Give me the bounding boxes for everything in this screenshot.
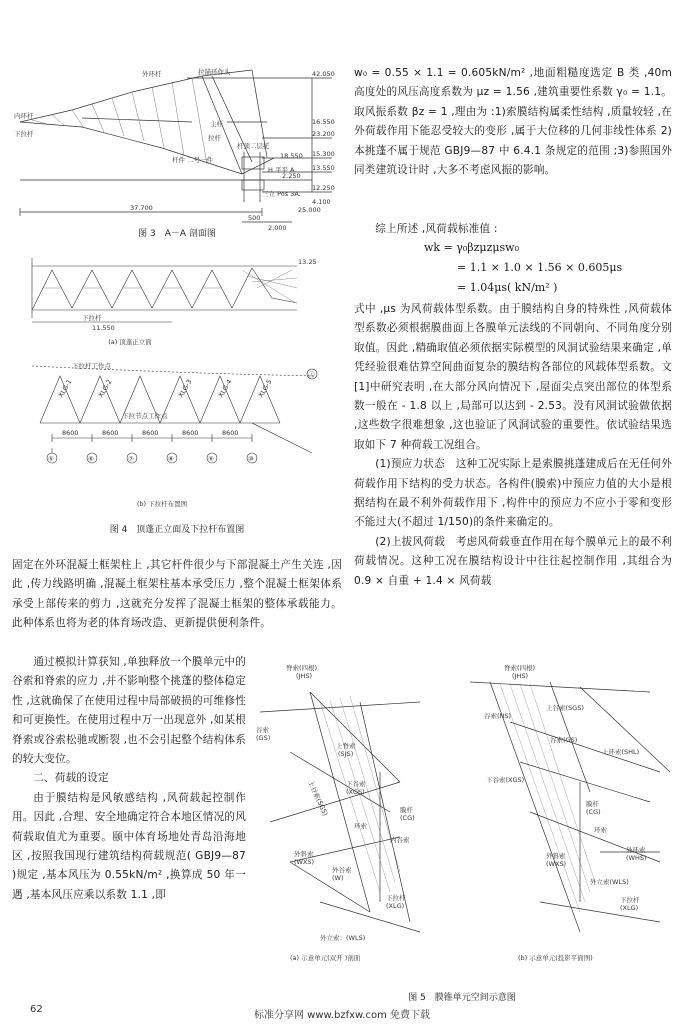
fig4a-label: 下拉杆 [82, 314, 102, 322]
fig5b-label: (CG) [586, 808, 601, 816]
fig5b-label: 脊索(四根) [504, 664, 536, 672]
fig3-label: 拉杆 [208, 134, 221, 142]
fig3-dim: 18.550 [280, 152, 303, 160]
formula-line-2: = 1.1 × 1.0 × 1.56 × 0.605μs [457, 261, 623, 274]
fig3-dim: 15.300 [312, 150, 335, 158]
figure-3-section-drawing [12, 62, 342, 242]
fig5a-label: (SJS) [338, 750, 354, 758]
fig5a-label: 下拉杆 [386, 894, 406, 902]
fig4b-axis: ⑧ [168, 455, 174, 463]
fig4b-member: XLG-1 [56, 378, 74, 399]
fig3-label: 内环杆 [14, 112, 34, 120]
fig4b-axis: ⑨ [208, 455, 214, 463]
fig5a-label: 膜杆 [400, 806, 413, 814]
fig5a-label: (XGS) [346, 788, 365, 796]
fig5b-label: 上环索(SHL) [602, 748, 640, 756]
fig3-label: 杆顶二层托 [237, 142, 270, 150]
fig5b-label: (WHS) [626, 854, 647, 862]
figure-4a-subcaption: (a) 顶蓬正立面 [108, 338, 152, 346]
fig3-label: 外环杆 [142, 70, 162, 78]
fig5a-label: 环索 [354, 822, 367, 830]
fig5a-label: (XLG) [386, 902, 405, 910]
fig4b-axis: ⑩ [248, 455, 254, 463]
simulation-paragraph: 通过模拟计算获知 ,单独释放一个膜单元中的谷索和脊索的应力 ,并不影响整个挑蓬的整体稳定性 ,这就确保了在使用过程中局部破损的可维修性和可更换性。在使用过程中万一出现意外 ,如某根脊索或谷索松驰或断裂 ,也不会引起整个结构体系的较大变位。 [12, 656, 246, 766]
fig3-dim: 23.200 [312, 130, 335, 138]
fig5a-label: (CG) [400, 814, 415, 822]
fig5b-label: 下拉杆 [620, 896, 640, 904]
fig5b-label: (JHS) [512, 672, 529, 680]
formula-intro: 综上所述 ,风荷载标准值 : [375, 223, 498, 235]
fig5b-label: 外斜索 [546, 852, 566, 860]
section-heading-loads: 二、荷载的设定 [33, 772, 109, 785]
fig4b-spacing: 8600 [142, 429, 159, 437]
fig5b-label: (XLG) [620, 904, 639, 912]
fig4b-member: XLG-5 [256, 378, 274, 399]
fig3-label: 下拉杆 [14, 130, 34, 138]
figure-5-drawing [250, 662, 674, 984]
fig5a-label: 上谷索(SGS) [306, 779, 330, 818]
fig5b-label: 外环索 [626, 846, 646, 854]
fig5b-label: 下谷索(XGS) [486, 776, 525, 784]
figure-4-caption: 图 4 顶蓬正立面及下拉杆布置图 [109, 525, 245, 535]
fig5a-label: (W) [332, 874, 344, 882]
fig5a-label: 外谷索 [332, 866, 352, 874]
fig3-dim: 37.700 [130, 204, 153, 212]
fig3-dim: 16.550 [312, 118, 335, 126]
fig5a-label: 内谷索 [390, 836, 410, 844]
figure-5a-subcaption: (a) 示意单元(双开 )剖面 [290, 954, 361, 962]
fig4b-axis: ⑦ [128, 455, 134, 463]
fig4b-member: XLG-3 [176, 378, 194, 399]
fig4b-spacing: 8600 [102, 429, 119, 437]
fig3-dim: 25.000 [298, 206, 321, 214]
fig5a-label: 脊索(四根) [286, 664, 318, 672]
fig5a-label: 下谷索 [346, 780, 366, 788]
fig5a-label: (WXS) [294, 858, 315, 866]
fig5a-label: (GS) [256, 734, 271, 742]
fig3-dim: 13.550 [312, 164, 335, 172]
figure-4b-subcaption: (b) 下拉杆布置图 [136, 500, 188, 508]
figure-5-caption: 图 5 膜锥单元空间示意图 [408, 993, 516, 1003]
fig5b-label: 上谷索(SGS) [546, 704, 584, 712]
figure-4-drawing [12, 248, 342, 518]
left-narrow-column [12, 653, 246, 905]
figure-5b-subcaption: (b) 示意单元(投影平面图) [518, 954, 593, 962]
fig3-label: 三立 Pos 3A. [262, 190, 301, 198]
fig3-dim: 2.000 [268, 224, 287, 232]
fig4a-label: 11.550 [92, 324, 115, 332]
fig5b-label: 环索 [594, 826, 607, 834]
load-case-1-paragraph: (1)预应力状态 这种工况实际上是索膜挑蓬建成后在无任何外荷载作用下结构的受力状态。各构件(膜索)中预应力值的大小是根据结构在最不利外荷载作用下 ,构件中的预应力不应小于零和变形不能过大(不超过 1/150)的条件来确定的。 [354, 458, 672, 529]
fig3-label: 主杆 [210, 120, 223, 128]
page-number: 62 [30, 1004, 43, 1015]
fig5b-label: (WXS) [546, 860, 567, 868]
fig3-dim: 4.100 [312, 198, 331, 206]
fig5b-label: 谷索(GS) [550, 736, 578, 744]
fig4b-member: XLG-4 [216, 378, 234, 399]
fig4b-label: 下拉节点工作点 [122, 412, 168, 420]
right-column-paragraph [354, 64, 672, 180]
fig5a-label: 谷索 [256, 726, 269, 734]
formula-line-1: wk = γ₀βzμzμsw₀ [424, 241, 519, 254]
fig4b-member: XLG-2 [96, 378, 114, 399]
fig4a-label: 13.25 [298, 258, 317, 266]
fig3-dim: 42.050 [312, 70, 335, 78]
shape-coefficient-paragraph: 式中 ,μs 为风荷载体型系数。由于膜结构自身的特殊性 ,风荷载体型系数必须根据膜曲面上各膜单元法线的不同朝向、不同角度分别取值。因此 ,精确取值必须依据实际模型的风洞试验结果来确定 ,单凭经验很难估算空间曲面复杂的膜结构各部位的风载体型系数。文[1]中研究表明 ,在大部分风向情况下 ,屋面尖点突出部位的体型系数一般在 - 1.8 以上 ,局部可以达到 - 2.53。没有风洞试验做依据 ,这些数字很难想象 ,这也验证了风洞试验的重要性。依试验结果选取如下 7 种荷载工况组合。 [354, 303, 672, 451]
fig3-dim: 500 [248, 214, 261, 222]
fig5b-label: 外立索(WLS) [590, 878, 629, 886]
fig4b-axis: ⑤ [48, 455, 54, 463]
fig3-dim: 12.250 [312, 184, 335, 192]
fig3-label: 杆件 二号一件 [172, 156, 214, 164]
fig5b-label: 谷索(NS) [484, 712, 512, 720]
fig3-dim: 2.250 [282, 172, 301, 180]
fig5a-label: 外立索：(WLS) [320, 934, 366, 942]
fig5a-label: 上脊索 [336, 742, 356, 750]
load-case-2-paragraph: (2)上拔风荷载 考虑风荷载垂直作用在每个膜单元上的最不利荷载情况。这种工况在膜结构设计中往往起控制作用 ,其组合为 0.9 × 自重 + 1.4 × 风荷载 [354, 535, 672, 587]
fig3-label: 拉锚环作头 [198, 68, 231, 76]
fig5a-label: 外斜索 [294, 850, 314, 858]
fig5a-label: (JHS) [296, 672, 313, 680]
fig4b-spacing: 8600 [182, 429, 199, 437]
fig5b-label: 膜杆 [586, 800, 599, 808]
watermark-footer: 标准分享网 www.bzfxw.com 免费下载 [254, 1010, 430, 1021]
wind-load-paragraph: 由于膜结构是风敏感结构 ,风荷载起控制作用。因此 ,合理、安全地确定符合本地区情况的风荷载取值尤为重要。颐中体育场地处青岛沿海地区 ,按照我国现行建筑结构荷载规范( GBJ9—87 )规定 ,基本风压为 0.55kN/m² ,换算成 50 年一遇 ,基本风压应乘以系数 1.1 ,即 [12, 791, 246, 901]
formula-line-3: = 1.04μs( kN/m² ) [457, 281, 558, 294]
fig4b-spacing: 8600 [62, 429, 79, 437]
wind-pressure-paragraph: w₀ = 0.55 × 1.1 = 0.605kN/m² ,地面粗糙度选定 B 类 ,40m 高度处的风压高度系数为 μz = 1.56 ,建筑重要性系数 γ₀ = 1.1。取风振系数 βz = 1 ,理由为 :1)索膜结构属柔性结构 ,质量较轻 ,在外荷载作用下能忍受较大的变形 ,属于大位移的几何非线性体系 2)本挑蓬不属于规范 GBJ9—87 中 6.4.1 条规定的范围 ;3)参照国外同类建筑设计时 ,大多不考虑风振的影响。 [354, 67, 672, 177]
left-column-paragraph: 固定在外环混凝土框架柱上 ,其它杆件很少与下部混凝土产生关连 ,因此 ,传力线路明确 ,混凝土框架柱基本承受压力 ,整个混凝土框架体系承受上部传来的剪力 ,这就充分发挥了混凝土框架的整体承载能力。此种体系也将为老的体育场改造、更新提供便利条件。 [12, 559, 342, 630]
right-column-body [354, 300, 672, 591]
fig4b-axis: Ⓐ [308, 371, 315, 379]
fig3-label: H 平平 A [268, 166, 295, 174]
figure-3-caption: 图 3 A－A 剖面图 [138, 229, 216, 239]
fig4b-axis: ⑥ [88, 455, 94, 463]
fig4b-label: 下拉杆工作点 [72, 362, 111, 370]
fig4b-spacing: 8600 [222, 429, 239, 437]
